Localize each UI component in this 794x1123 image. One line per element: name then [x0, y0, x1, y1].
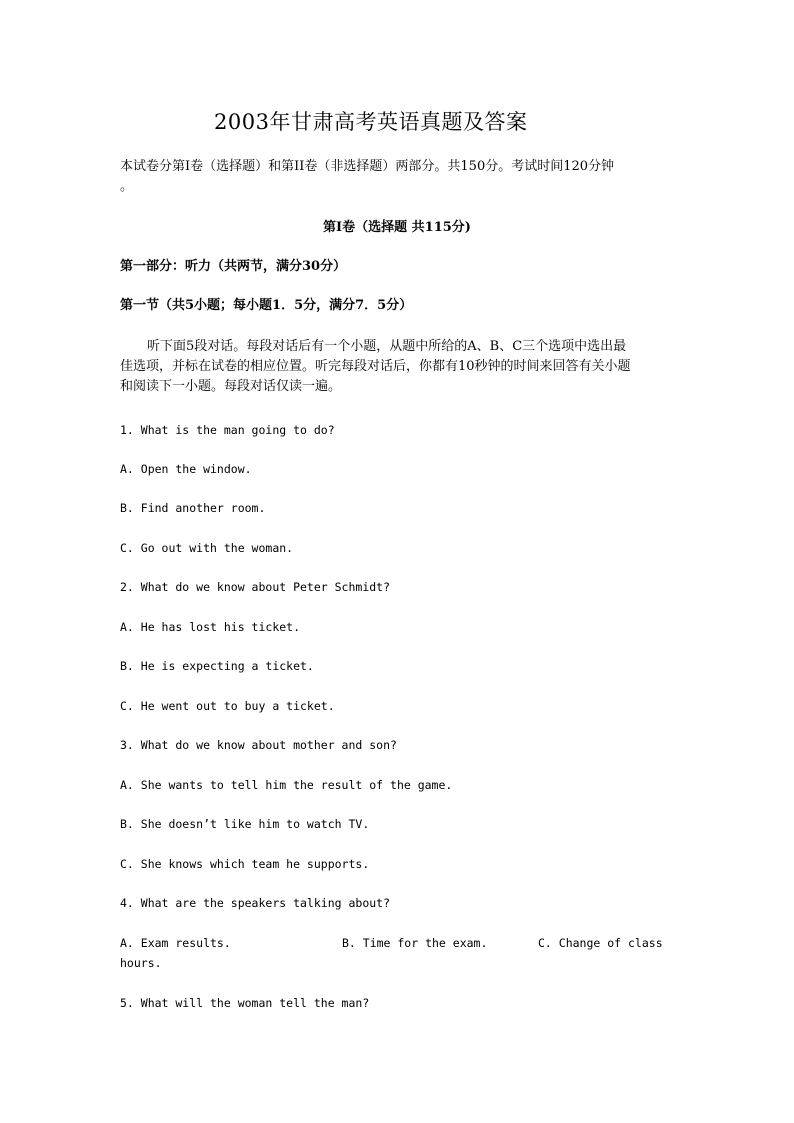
question-1-option-c: C. Go out with the woman.	[120, 541, 294, 555]
question-1: 1. What is the man going to do?	[120, 423, 335, 437]
question-4-option-a: A. Exam results.	[120, 936, 231, 950]
instructions-line: 佳选项，并标在试卷的相应位置。听完每段对话后，你都有10秒钟的时间来回答有关小题	[120, 359, 631, 374]
volume1-heading: 第I卷（选择题 共115分)	[323, 220, 471, 235]
question-2-option-b: B. He is expecting a ticket.	[120, 659, 314, 673]
part1-heading: 第一部分：听力（共两节，满分30分）	[120, 259, 347, 274]
intro-line: 本试卷分第I卷（选择题）和第II卷（非选择题）两部分。共150分。考试时间120分钟	[120, 159, 615, 174]
question-4-option-c: C. Change of class	[538, 936, 663, 950]
document-title: 2003年甘肃高考英语真题及答案	[214, 110, 528, 134]
question-2-option-c: C. He went out to buy a ticket.	[120, 699, 335, 713]
question-2: 2. What do we know about Peter Schmidt?	[120, 580, 391, 594]
question-2-option-a: A. He has lost his ticket.	[120, 620, 301, 634]
intro-line-continued: 。	[120, 179, 134, 194]
instructions-line: 和阅读下一小题。每段对话仅读一遍。	[120, 379, 342, 394]
question-4-option-b: B. Time for the exam.	[342, 936, 488, 950]
question-3-option-c: C. She knows which team he supports.	[120, 857, 370, 871]
question-1-option-b: B. Find another room.	[120, 501, 266, 515]
question-3: 3. What do we know about mother and son?	[120, 738, 397, 752]
question-4-option-c-continued: hours.	[120, 956, 162, 970]
question-3-option-a: A. She wants to tell him the result of the game.	[120, 778, 453, 792]
question-3-option-b: B. She doesn’t like him to watch TV.	[120, 817, 370, 831]
section1-heading: 第一节（共5小题；每小题1．5分，满分7．5分）	[120, 298, 413, 313]
question-1-option-a: A. Open the window.	[120, 462, 252, 476]
question-4: 4. What are the speakers talking about?	[120, 896, 391, 910]
question-5: 5. What will the woman tell the man?	[120, 996, 370, 1010]
instructions-line: 听下面5段对话。每段对话后有一个小题，从题中所给的A、B、C三个选项中选出最	[147, 339, 627, 354]
